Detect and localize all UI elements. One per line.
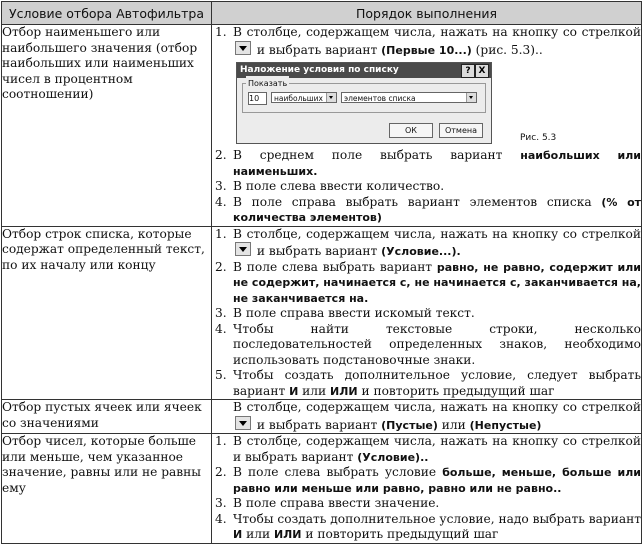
dropdown-arrow-icon <box>235 416 251 430</box>
step-text: В столбце, содержащем числа, нажать на кнопку со стрелкой и выбрать вариант (Пустые) или (Непустые) <box>233 400 641 432</box>
dropdown-arrow-icon <box>235 242 251 256</box>
step-item: 4. Чтобы найти текстовые строки, несколько последовательностей определенных знаков, необходимо использовать подстановочные знаки. <box>215 321 641 367</box>
table-row <box>2 400 642 434</box>
procedure-cell <box>212 25 642 227</box>
help-button[interactable]: ? <box>461 64 475 78</box>
chevron-down-icon <box>326 93 336 102</box>
dropdown-arrow-icon <box>235 41 251 55</box>
table-row <box>2 434 642 544</box>
table-row <box>2 226 642 400</box>
procedure-cell <box>212 226 642 400</box>
dialog-title: Наложение условия по списку <box>240 65 399 75</box>
header-condition: Условие отбора Автофильтра <box>2 2 212 25</box>
condition-cell: Отбор пустых ячеек или ячеек со значениями <box>2 400 212 434</box>
cancel-button[interactable]: Отмена <box>439 123 483 138</box>
show-group <box>242 79 486 113</box>
step-item: 3. В поле справа ввести искомый текст. <box>215 306 475 320</box>
step-item: 1. В столбце, содержащем числа, нажать на кнопку со стрелкой и выбрать вариант (Первые 10...) (рис. 5.3).. <box>215 25 641 57</box>
table-row <box>2 25 642 227</box>
filter-dialog <box>236 62 492 144</box>
condition-cell: Отбор чисел, которые больше или меньше, чем указанное значение, равны или не равны ему <box>2 434 212 544</box>
chevron-down-icon <box>466 93 476 102</box>
step-item: 2. В поле слева выбрать вариант равно, не равно, содержит или не содержит, начинается с, не начинается с, заканчивается на, не заканчивается на. <box>215 259 641 305</box>
step-item: 4. В поле справа выбрать вариант элементов списка (% от количества элементов) <box>215 194 642 224</box>
step-item: 2. В среднем поле выбрать вариант наибольших или наименьших. <box>215 148 641 178</box>
header-row <box>2 2 642 25</box>
figure-5-3 <box>212 58 641 148</box>
ok-button[interactable]: ОК <box>389 123 433 138</box>
procedure-cell <box>212 400 642 434</box>
step-item: 4. Чтобы создать дополнительное условие, надо выбрать вариант И или ИЛИ и повторить предыдущий шаг <box>215 511 641 541</box>
top-bottom-select[interactable]: наибольших <box>271 92 337 103</box>
step-item: 3. В поле справа ввести значение. <box>215 496 440 510</box>
condition-cell: Отбор наименьшего или наибольшего значения (отбор наибольших или наименьших чисел в процентном соотношении) <box>2 25 212 227</box>
step-item: 5. Чтобы создать дополнительное условие, следует выбрать вариант И или ИЛИ и повторить предыдущий шаг <box>215 368 641 398</box>
condition-cell: Отбор строк списка, которые содержат определенный текст, по их началу или концу <box>2 226 212 400</box>
close-button[interactable]: X <box>475 64 489 78</box>
autofilter-table <box>1 1 642 544</box>
step-item: 3. В поле слева ввести количество. <box>215 179 445 193</box>
header-procedure: Порядок выполнения <box>212 2 642 25</box>
step-item: 1. В столбце, содержащем числа, нажать на кнопку со стрелкой и выбрать вариант (Условие).. <box>215 434 641 464</box>
procedure-cell <box>212 434 642 544</box>
step-item: 2. В поле слева выбрать условие больше, меньше, больше или равно или меньше или равно, равно или не равно.. <box>215 465 641 495</box>
step-item: 1. В столбце, содержащем числа, нажать на кнопку со стрелкой и выбрать вариант (Условие...). <box>215 226 641 258</box>
items-type-select[interactable]: элементов списка <box>341 92 477 103</box>
figure-caption: Рис. 5.3 <box>520 133 557 143</box>
count-spinner[interactable]: 10 <box>248 92 267 105</box>
group-label: Показать <box>246 76 289 92</box>
